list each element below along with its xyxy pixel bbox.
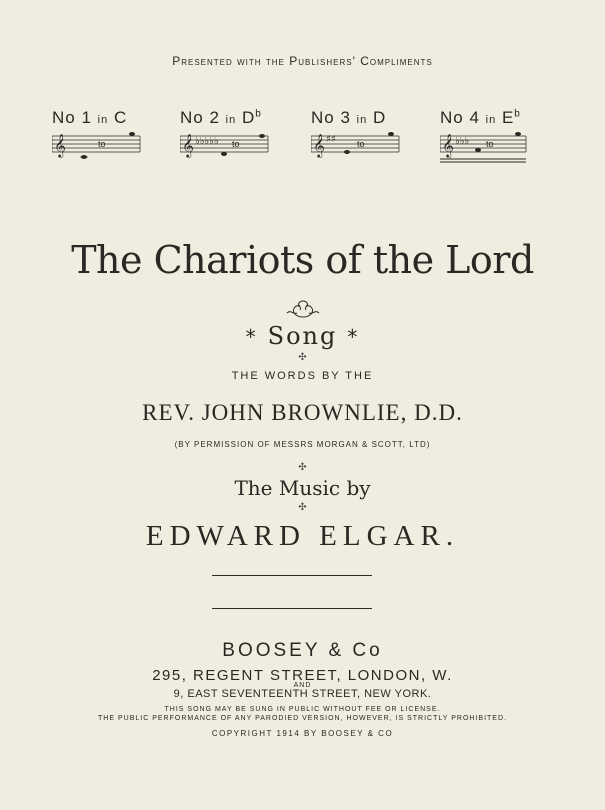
key-accidental-2: b	[255, 108, 262, 120]
staff-icon-4	[440, 130, 530, 166]
svg-text:♭♭♭♭♭: ♭♭♭♭♭	[195, 136, 219, 147]
key-prep-3: in	[356, 114, 368, 126]
key-option-4	[440, 108, 538, 166]
key-prep-1: in	[97, 114, 109, 126]
key-number-2: No 2	[180, 108, 220, 127]
license-note: THIS SONG MAY BE SUNG IN PUBLIC WITHOUT FEE OR LICENSE.	[164, 706, 441, 713]
song-title: The Chariots of the Lord	[71, 238, 534, 282]
key-name-3: D	[372, 108, 387, 127]
key-label-1	[52, 108, 150, 128]
svg-text:𝄞: 𝄞	[54, 133, 66, 157]
separator-icon: ✣	[298, 352, 307, 363]
svg-text:♯♯: ♯♯	[326, 134, 336, 145]
address-and: AND	[293, 682, 312, 689]
key-label-2	[180, 108, 278, 128]
divider	[212, 608, 372, 609]
key-prep-2: in	[225, 114, 237, 126]
permission-note: (BY PERMISSION OF MESSRS MORGAN & SCOTT, LTD)	[174, 440, 431, 449]
parody-note: THE PUBLIC PERFORMANCE OF ANY PARODIED VERSION, HOWEVER, IS STRICTLY PROHIBITED.	[98, 715, 507, 722]
svg-text:♭♭♭: ♭♭♭	[455, 136, 470, 147]
staff-text-4: to	[486, 139, 494, 149]
star-icon-right: *	[347, 325, 360, 349]
key-name-2: D	[241, 108, 256, 127]
star-icon-left: *	[245, 325, 258, 349]
staff-text-2: to	[232, 139, 240, 149]
key-label-3	[311, 108, 409, 128]
key-option-1	[52, 108, 150, 160]
staff-icon-2	[180, 130, 270, 160]
presented-line: Presented with the Publishers' Compliments	[172, 54, 433, 68]
key-number-1: No 1	[52, 108, 92, 127]
lyricist-name: REV. JOHN BROWNLIE, D.D.	[142, 400, 463, 425]
staff-text-3: to	[357, 139, 365, 149]
copyright-line: COPYRIGHT 1914 BY BOOSEY & CO	[211, 729, 394, 738]
key-label-4	[440, 108, 538, 128]
key-number-4: No 4	[440, 108, 480, 127]
words-by-label: THE WORDS BY THE	[231, 370, 374, 382]
key-accidental-4: b	[514, 108, 521, 120]
publisher-name: BOOSEY & Co	[222, 640, 383, 661]
separator-icon: ✣	[298, 462, 307, 473]
svg-text:𝄞: 𝄞	[442, 133, 454, 157]
key-number-3: No 3	[311, 108, 351, 127]
composer-name: EDWARD ELGAR.	[145, 520, 460, 552]
new-york-address: 9, EAST SEVENTEENTH STREET, NEW YORK.	[173, 688, 432, 700]
music-by-label: The Music by	[234, 476, 371, 500]
key-name-4: E	[501, 108, 515, 127]
song-label: Song	[267, 322, 338, 350]
song-label-line	[0, 322, 605, 350]
staff-icon-3	[311, 130, 401, 160]
key-option-2	[180, 108, 278, 160]
separator-icon: ✣	[298, 502, 307, 513]
staff-icon-1	[52, 130, 142, 160]
svg-text:𝄞: 𝄞	[182, 133, 194, 157]
key-prep-4: in	[485, 114, 497, 126]
key-option-3	[311, 108, 409, 160]
divider	[212, 575, 372, 576]
staff-text-1: to	[98, 139, 106, 149]
key-name-1: C	[113, 108, 128, 127]
london-address: 295, REGENT STREET, LONDON, W.	[152, 667, 453, 684]
svg-text:𝄞: 𝄞	[313, 133, 325, 157]
